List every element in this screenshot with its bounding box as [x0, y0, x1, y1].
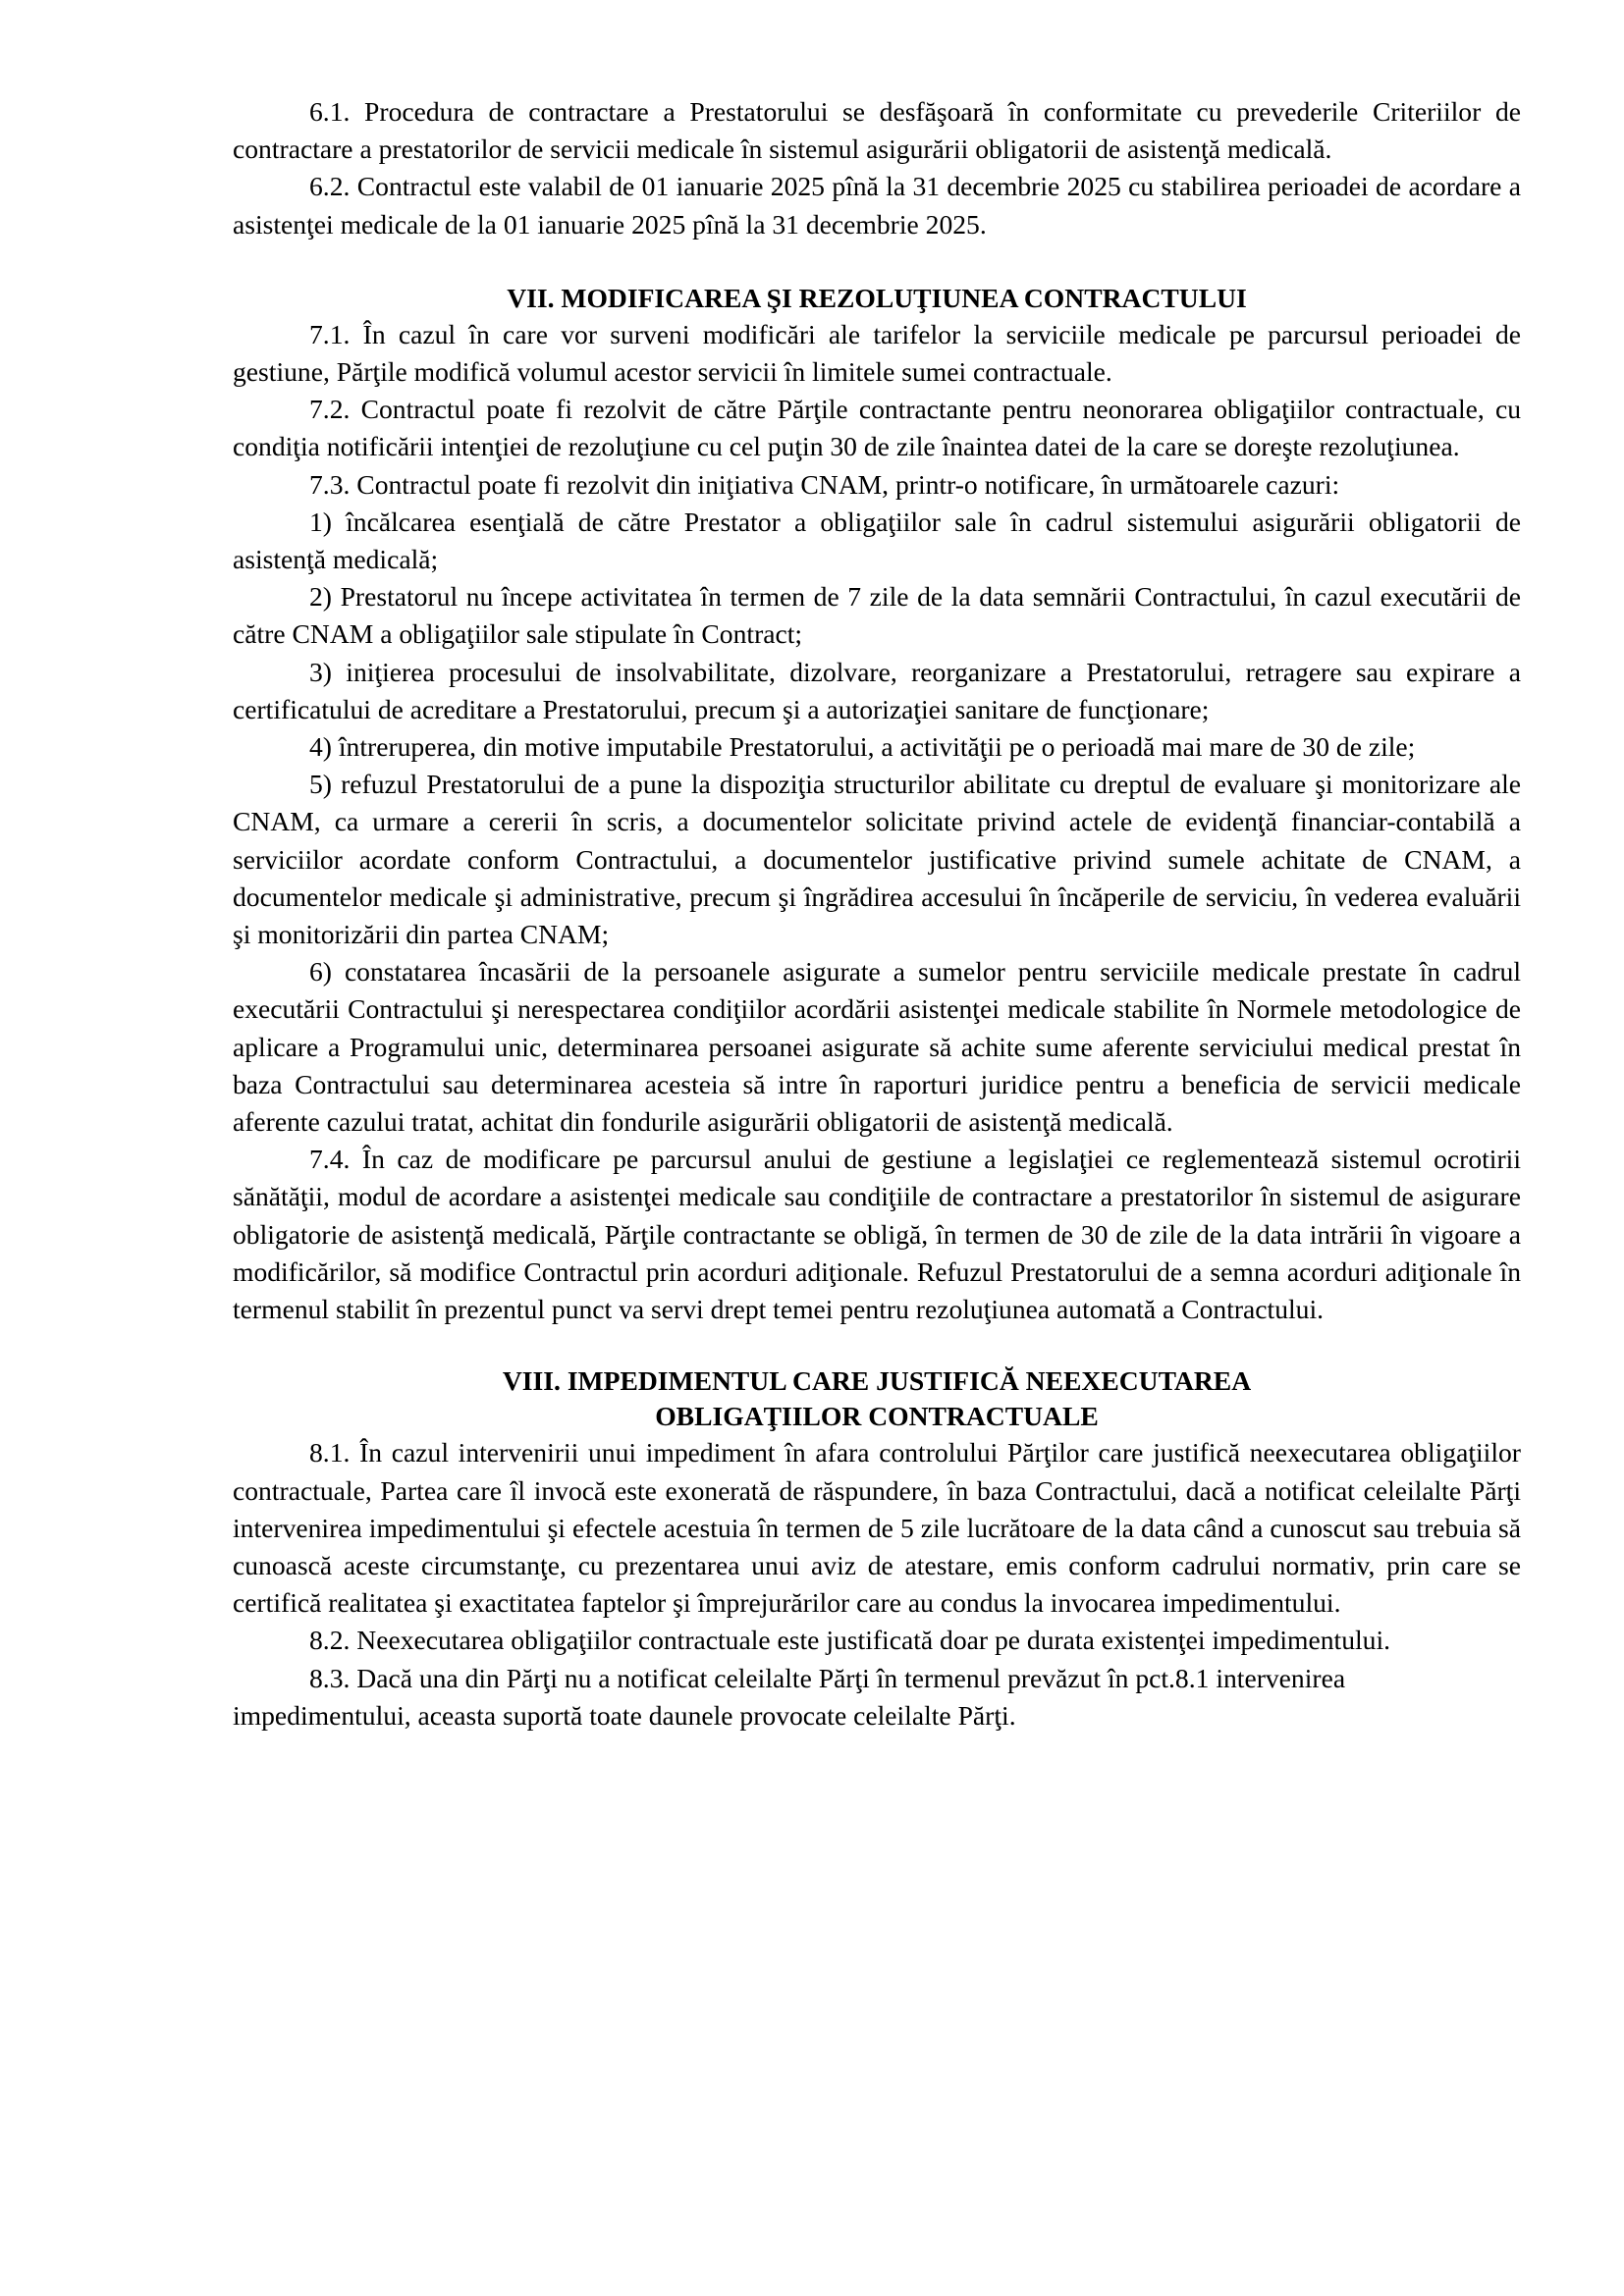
- paragraph-6-1: 6.1. Procedura de contractare a Prestatorului se desfăşoară în conformitate cu prevederile Criteriilor de contractare a prestatorilor de servicii medicale în sistemul asigurării obligatorii de asistenţă medicală.: [233, 96, 1521, 165]
- paragraph-8-3: 8.3. Dacă una din Părţi nu a notificat celeilalte Părţi în termenul prevăzut în pct.8.1 intervenirea impedimentului, aceasta suportă toate daunele provocate celeilalte Părţi.: [233, 1662, 1346, 1731]
- paragraph-8-2: 8.2. Neexecutarea obligaţiilor contractuale este justificată doar pe durata existenţei impedimentului.: [309, 1625, 1391, 1656]
- paragraph-6-2: 6.2. Contractul este valabil de 01 ianuarie 2025 pînă la 31 decembrie 2025 cu stabilirea perioadei de acordare a asistenţei medicale de la 01 ianuarie 2025 pînă la 31 decembrie 2025.: [233, 171, 1521, 240]
- paragraph-7-3: 7.3. Contractul poate fi rezolvit din iniţiativa CNAM, printr-o notificare, în următoarele cazuri:: [309, 468, 1340, 500]
- section-heading-viii-line1: VIII. IMPEDIMENTUL CARE JUSTIFICĂ NEEXECUTAREA: [502, 1365, 1252, 1397]
- paragraph-7-4: 7.4. În caz de modificare pe parcursul anului de gestiune a legislaţiei ce reglementează sistemul ocrotirii sănătăţii, modul de acordare a asistenţei medicale sau condiţiile de contractare a prestatorilor în sistemul de asigurare obligatorie de asistenţă medicală, Părţile contractante se obligă, în termen de 30 de zile de la data intrării în vigoare a modificărilor, să modifice Contractul prin acorduri adiţionale. Refuzul Prestatorului de a semna acorduri adiţionale în termenul stabilit în prezentul punct va servi drept temei pentru rezoluţiunea automată a Contractului.: [233, 1144, 1521, 1325]
- paragraph-8-1: 8.1. În cazul intervenirii unui impediment în afara controlului Părţilor care justifică neexecutarea obligaţiilor contractuale, Partea care îl invocă este exonerată de răspundere, în baza Contractului, dacă a notificat celeilalte Părţi intervenirea impedimentului şi efectele acestuia în termen de 5 zile lucrătoare de la data când a cunoscut sau trebuia să cunoască aceste circumstanţe, cu prezentarea unui aviz de atestare, emis conform cadrului normativ, prin care se certifică realitatea şi exactitatea faptelor şi împrejurărilor care au condus la invocarea impedimentului.: [233, 1437, 1521, 1619]
- paragraph-7-2: 7.2. Contractul poate fi rezolvit de către Părţile contractante pentru neonorarea obligaţiilor contractuale, cu condiţia notificării intenţiei de rezoluţiune cu cel puţin 30 de zile înaintea datei de la care se doreşte rezoluţiunea.: [233, 394, 1521, 462]
- list-item-7-3-4: 4) întreruperea, din motive imputabile Prestatorului, a activităţii pe o perioadă mai mare de 30 de zile;: [309, 731, 1416, 763]
- section-heading-viii-line2: OBLIGAŢIILOR CONTRACTUALE: [655, 1401, 1099, 1432]
- list-item-7-3-6: 6) constatarea încasării de la persoanele asigurate a sumelor pentru serviciile medicale prestate în cadrul executării Contractului şi nerespectarea condiţiilor acordării asistenţei medicale stabilite în Normele metodologice de aplicare a Programului unic, determinarea persoanei asigurate să achite sume aferente serviciului medical prestat în baza Contractului sau determinarea acesteia să intre în raporturi juridice pentru a beneficia de servicii medicale aferente cazului tratat, achitat din fondurile asigurării obligatorii de asistenţă medicală.: [233, 956, 1521, 1138]
- list-item-7-3-2: 2) Prestatorul nu începe activitatea în termen de 7 zile de la data semnării Contractului, în cazul executării de către CNAM a obligaţiilor sale stipulate în Contract;: [233, 581, 1521, 650]
- list-item-7-3-3: 3) iniţierea procesului de insolvabilitate, dizolvare, reorganizare a Prestatorului, retragere sau expirare a certificatului de acreditare a Prestatorului, precum şi a autorizaţiei sanitare de funcţionare;: [233, 656, 1521, 724]
- list-item-7-3-1: 1) încălcarea esenţială de către Prestator a obligaţiilor sale în cadrul sistemului asigurării obligatorii de asistenţă medicală;: [233, 506, 1521, 575]
- spacer: [233, 1328, 1521, 1363]
- document-page: [233, 93, 1521, 1735]
- list-item-7-3-5: 5) refuzul Prestatorului de a pune la dispoziţia structurilor abilitate cu dreptul de evaluare şi monitorizare ale CNAM, ca urmare a cererii în scris, a documentelor solicitate privind actele de evidenţă financiar-contabilă a serviciilor acordate conform Contractului, a documentelor justificative privind sumele achitate de CNAM, a documentelor medicale şi administrative, precum şi îngrădirea accesului în încăperile de serviciu, în vederea evaluării şi monitorizării din partea CNAM;: [233, 769, 1521, 950]
- spacer: [233, 243, 1521, 281]
- section-heading-vii: VII. MODIFICAREA ŞI REZOLUŢIUNEA CONTRACTULUI: [507, 282, 1247, 313]
- paragraph-7-1: 7.1. În cazul în care vor surveni modificări ale tarifelor la serviciile medicale pe parcursul perioadei de gestiune, Părţile modifică volumul acestor servicii în limitele sumei contractuale.: [233, 318, 1521, 388]
